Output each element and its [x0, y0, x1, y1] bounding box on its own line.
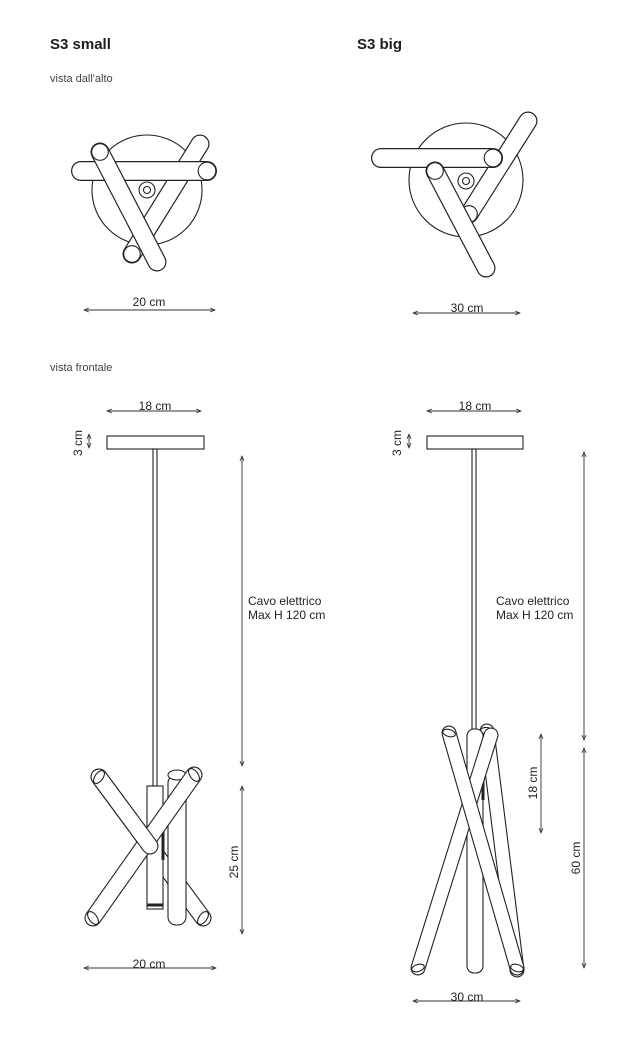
label-big-cable-line2: Max H 120 cm [496, 608, 574, 622]
top-view-big [381, 121, 528, 268]
label-big-cable-line1: Cavo elettrico [496, 594, 570, 608]
front-big-lamp [411, 436, 524, 973]
label-big-canopy-width: 18 cm [458, 399, 492, 413]
cable-small [153, 449, 157, 786]
label-small-body-height: 25 cm [227, 845, 241, 879]
label-big-body-height: 60 cm [569, 841, 583, 875]
canopy-big [427, 436, 523, 449]
title-s3-small: S3 small [50, 36, 111, 53]
label-small-canopy-height: 3 cm [71, 429, 85, 457]
section-front-view: vista frontale [50, 362, 113, 374]
section-top-view: vista dall'alto [50, 73, 113, 85]
label-big-canopy-height: 3 cm [390, 429, 404, 457]
hub-inner-big [463, 178, 470, 185]
label-top-small-width: 20 cm [132, 295, 166, 309]
canopy-small [107, 436, 204, 449]
front-small-lamp [85, 436, 210, 926]
label-small-canopy-width: 18 cm [138, 399, 172, 413]
label-small-body-width: 20 cm [132, 957, 166, 971]
label-small-cable-line2: Max H 120 cm [248, 608, 326, 622]
label-big-inner-height: 18 cm [526, 766, 540, 800]
label-top-big-width: 30 cm [450, 301, 484, 315]
hub-inner-small [144, 187, 151, 194]
top-view-small [81, 135, 216, 262]
label-big-body-width: 30 cm [450, 990, 484, 1004]
title-s3-big: S3 big [357, 36, 403, 53]
cable-big [472, 449, 476, 729]
label-small-cable-line1: Cavo elettrico [248, 594, 322, 608]
